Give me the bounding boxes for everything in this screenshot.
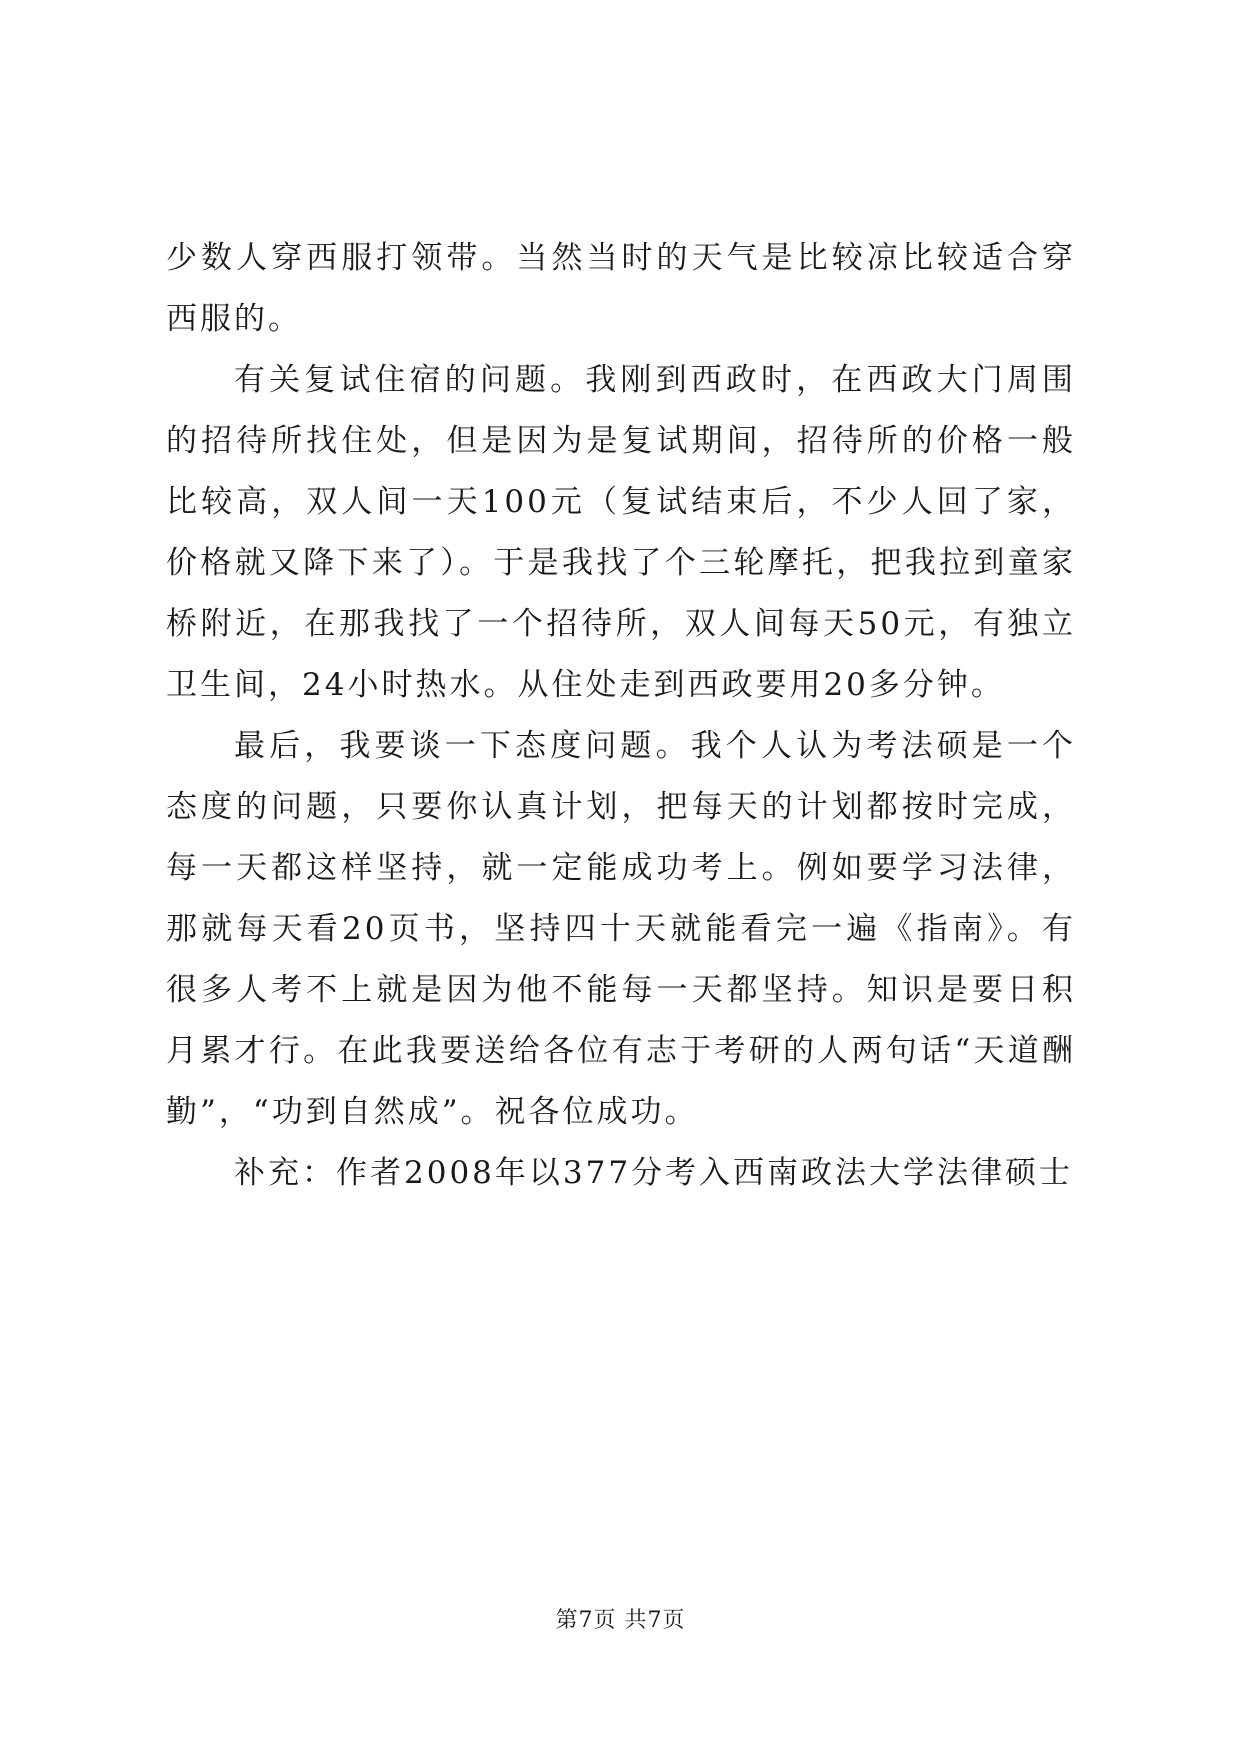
document-body — [166, 228, 1076, 1204]
paragraph-4: 补充：作者2008年以377分考入西南政法大学法律硕士 — [234, 1155, 1074, 1191]
paragraph-2: 有关复试住宿的问题。我刚到西政时，在西政大门周围的招待所找住处，但是因为是复试期间，招待所的价格一般比较高，双人间一天100元（复试结束后，不少人回了家，价格就又降下来了）。于是我找了个三轮摩托，把我拉到童家桥附近，在那我找了一个招待所，双人间每天50元，有独立卫生间，24小时热水。从住处走到西政要用20多分钟。 — [166, 362, 1076, 703]
paragraph-1: 少数人穿西服打领带。当然当时的天气是比较凉比较适合穿西服的。 — [166, 240, 1076, 337]
page-footer: 第7页 共7页 — [555, 1608, 686, 1633]
paragraph-3: 最后，我要谈一下态度问题。我个人认为考法硕是一个态度的问题，只要你认真计划，把每天的计划都按时完成，每一天都这样坚持，就一定能成功考上。例如要学习法律，那就每天看20页书，坚持四十天就能看完一遍《指南》。有很多人考不上就是因为他不能每一天都坚持。知识是要日积月累才行。在此我要送给各位有志于考研的人两句话“天道酬勤”，“功到自然成”。祝各位成功。 — [166, 728, 1076, 1130]
